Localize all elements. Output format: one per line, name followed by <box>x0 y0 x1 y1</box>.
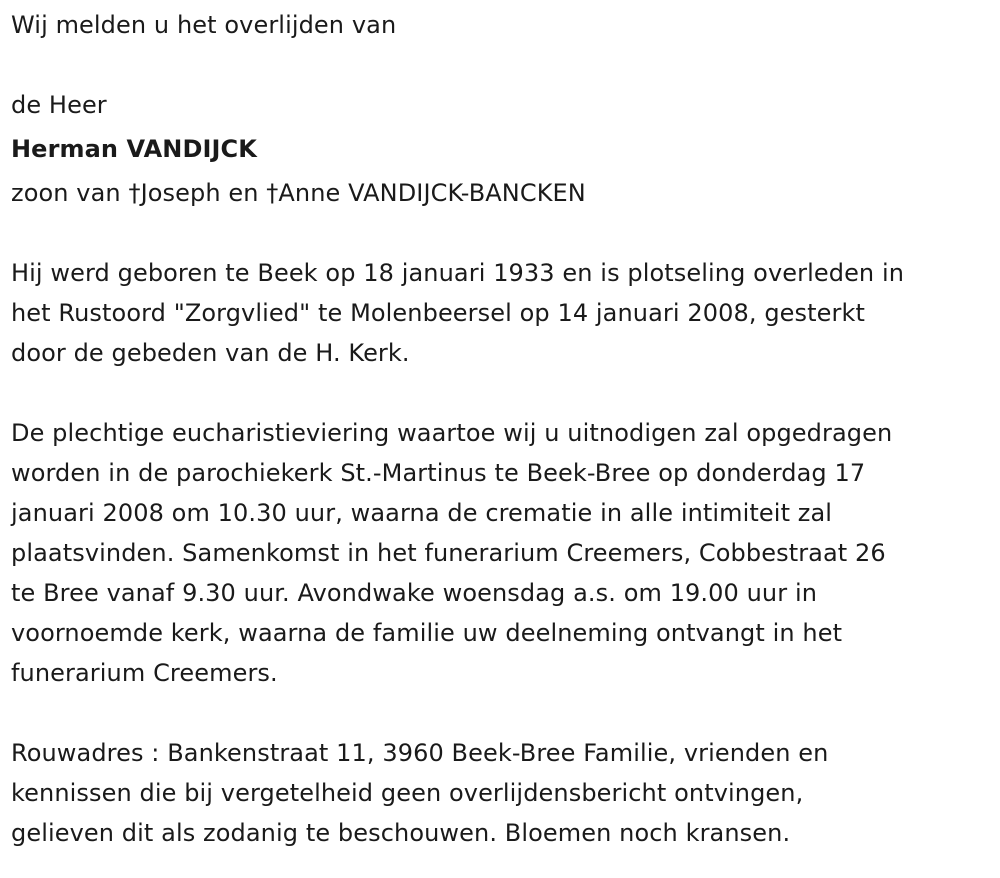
spacer <box>11 373 991 413</box>
death-notice <box>11 5 991 853</box>
closing-paragraph: Rouwadres : Bankenstraat 11, 3960 Beek-Bree Familie, vrienden en kennissen die bij vergetelheid geen overlijdensbericht ontvingen, gelieven dit als zodanig te beschouwen. Bloemen noch kransen. <box>11 739 829 847</box>
honorific: de Heer <box>11 91 107 119</box>
spacer <box>11 213 991 253</box>
parents-prefix: zoon van <box>11 179 129 207</box>
father-name: Joseph <box>140 179 221 207</box>
cross-symbol-father: † <box>128 179 141 207</box>
cross-symbol-mother: † <box>266 179 279 207</box>
parents-connector: en <box>220 179 267 207</box>
intro-line: Wij melden u het overlijden van <box>11 11 397 39</box>
birth-death-paragraph: Hij werd geboren te Beek op 18 januari 1933 en is plotseling overleden in het Rustoord "Zorgvlied" te Molenbeersel op 14 januari 2008, gesterkt door de gebeden van de H. Kerk. <box>11 259 905 367</box>
mother-name: Anne VANDIJCK-BANCKEN <box>278 179 586 207</box>
ceremony-paragraph: De plechtige eucharistieviering waartoe wij u uitnodigen zal opgedragen worden in de parochiekerk St.-Martinus te Beek-Bree op donderdag 17 januari 2008 om 10.30 uur, waarna de crematie in alle intimiteit zal plaatsvinden. Samenkomst in het funerarium Creemers, Cobbestraat 26 te Bree vanaf 9.30 uur. Avondwake woensdag a.s. om 19.00 uur in voornoemde kerk, waarna de familie uw deelneming ontvangt in het funerarium Creemers. <box>11 419 893 687</box>
spacer <box>11 693 991 733</box>
deceased-name: Herman VANDIJCK <box>11 135 257 163</box>
parents-line <box>11 173 991 213</box>
spacer <box>11 45 991 85</box>
